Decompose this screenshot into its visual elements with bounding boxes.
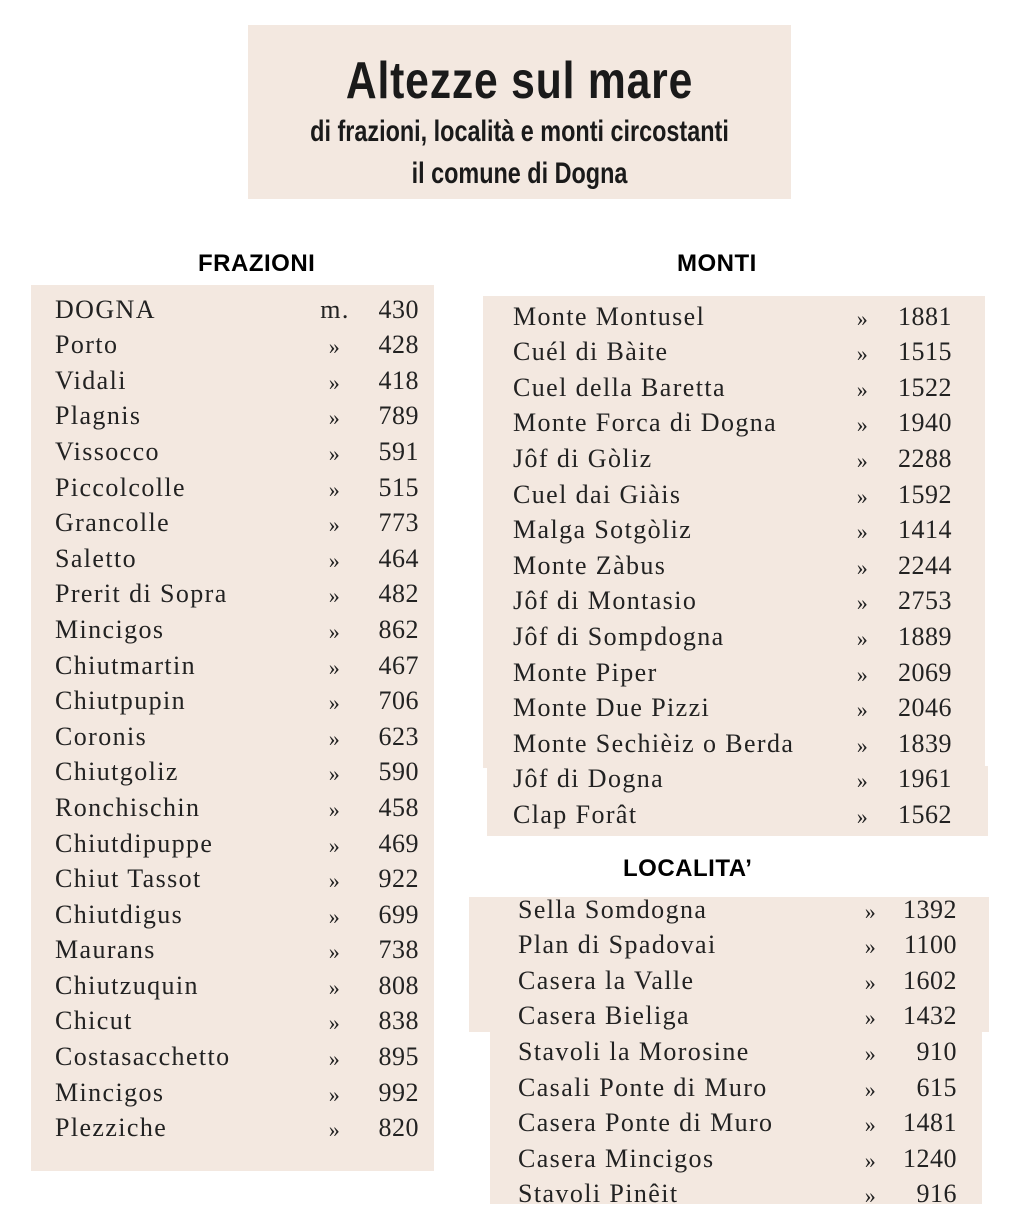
altitude-value: 1889 (898, 621, 952, 651)
altitude-value: 1481 (903, 1108, 957, 1138)
place-name: Costasacchetto (55, 1042, 231, 1072)
place-name: Jôf di Montasio (513, 586, 698, 616)
altitude-value: 862 (378, 614, 419, 644)
place-name: Mincigos (55, 614, 165, 644)
unit-marker: » (328, 618, 342, 644)
place-name: Cuél di Bàite (513, 337, 669, 367)
place-name: Clap Forât (513, 799, 638, 829)
unit-marker: » (856, 590, 870, 616)
unit-marker: » (328, 476, 342, 502)
list-item (55, 471, 425, 507)
altitude-value: 1522 (898, 372, 952, 402)
list-item (518, 1178, 961, 1214)
unit-marker: » (864, 969, 878, 995)
altitude-value: 910 (916, 1036, 957, 1066)
unit-marker: » (856, 554, 870, 580)
altitude-value: 895 (378, 1042, 419, 1072)
list-item (55, 507, 425, 543)
altitude-value: 467 (378, 650, 419, 680)
place-name: Grancolle (55, 508, 171, 538)
place-name: Coronis (55, 721, 148, 751)
unit-marker: » (864, 898, 878, 924)
unit-marker: » (856, 376, 870, 402)
altitude-value: 2046 (898, 693, 952, 723)
list-item (513, 407, 956, 443)
list-item (513, 620, 956, 656)
list-item (513, 763, 956, 799)
place-name: Mincigos (55, 1077, 165, 1107)
altitude-value: 1881 (898, 301, 952, 331)
list-item (513, 371, 956, 407)
list-item (513, 585, 956, 621)
list-item (55, 934, 425, 970)
unit-marker: » (328, 761, 342, 787)
altitude-value: 418 (378, 365, 419, 395)
altitude-value: 738 (378, 935, 419, 965)
altitude-value: 789 (378, 401, 419, 431)
altitude-value: 820 (378, 1113, 419, 1143)
altitude-value: 2244 (898, 550, 952, 580)
list-item (55, 329, 425, 365)
frazioni-heading: FRAZIONI (198, 250, 316, 277)
monti-list (513, 300, 956, 834)
unit-marker: » (856, 803, 870, 829)
altitude-value: 838 (378, 1006, 419, 1036)
list-item (55, 542, 425, 578)
list-item (55, 400, 425, 436)
list-item (513, 549, 956, 585)
unit-marker: » (856, 341, 870, 367)
list-item (518, 1142, 961, 1178)
place-name: Stavoli Pinêit (518, 1179, 679, 1209)
place-name: Casera Bieliga (518, 1001, 690, 1031)
unit-marker: » (856, 732, 870, 758)
list-item (55, 1076, 425, 1112)
place-name: Casera Ponte di Muro (518, 1108, 774, 1138)
unit-marker: » (328, 583, 342, 609)
place-name: Cuel della Baretta (513, 372, 726, 402)
list-item (518, 893, 961, 929)
unit-marker: » (328, 654, 342, 680)
list-item (55, 898, 425, 934)
altitude-value: 2288 (898, 443, 952, 473)
list-item (513, 514, 956, 550)
monti-heading: MONTI (677, 250, 757, 277)
place-name: Porto (55, 330, 119, 360)
unit-marker: m. (320, 294, 350, 324)
altitude-value: 590 (378, 757, 419, 787)
altitude-value: 2069 (898, 657, 952, 687)
list-item (55, 720, 425, 756)
place-name: Ronchischin (55, 792, 201, 822)
altitude-value: 458 (378, 792, 419, 822)
place-name: Chiut Tassot (55, 864, 202, 894)
unit-marker: » (328, 903, 342, 929)
unit-marker: » (328, 405, 342, 431)
list-item (513, 798, 956, 834)
unit-marker: » (328, 796, 342, 822)
list-item (55, 649, 425, 685)
list-item (518, 929, 961, 965)
place-name: Monte Forca di Dogna (513, 408, 778, 438)
altitude-value: 922 (378, 864, 419, 894)
unit-marker: » (856, 519, 870, 545)
unit-marker: » (328, 512, 342, 538)
unit-marker: » (864, 934, 878, 960)
place-name: Chicut (55, 1006, 133, 1036)
altitude-value: 706 (378, 686, 419, 716)
altitude-value: 1432 (903, 1001, 957, 1031)
unit-marker: » (328, 547, 342, 573)
unit-marker: » (864, 1005, 878, 1031)
altitude-value: 1100 (903, 930, 957, 960)
unit-marker: » (856, 768, 870, 794)
place-name: Prerit di Sopra (55, 579, 228, 609)
page-subtitle: di frazioni, località e monti circostanti (310, 115, 729, 148)
list-item (518, 1035, 961, 1071)
place-name: Vissocco (55, 436, 160, 466)
unit-marker: » (864, 1040, 878, 1066)
place-name: Monte Zàbus (513, 550, 667, 580)
list-item (55, 1005, 425, 1041)
place-name: Jôf di Dogna (513, 764, 665, 794)
unit-marker: » (328, 832, 342, 858)
unit-marker: » (864, 1112, 878, 1138)
list-item (513, 478, 956, 514)
list-item (55, 613, 425, 649)
altitude-value: 1392 (903, 894, 957, 924)
place-name: Monte Piper (513, 657, 658, 687)
page-title: Altezze sul mare (345, 52, 694, 110)
list-item (55, 435, 425, 471)
unit-marker: » (856, 447, 870, 473)
altitude-value: 430 (378, 294, 419, 324)
altitude-value: 2753 (898, 586, 952, 616)
unit-marker: » (856, 412, 870, 438)
unit-marker: » (328, 1117, 342, 1143)
place-name: Plezziche (55, 1113, 168, 1143)
list-item (55, 863, 425, 899)
list-item (513, 692, 956, 728)
unit-marker: » (856, 625, 870, 651)
place-name: Chiutdipuppe (55, 828, 214, 858)
altitude-value: 482 (378, 579, 419, 609)
list-item (55, 685, 425, 721)
list-item (55, 1040, 425, 1076)
list-item (513, 300, 956, 336)
unit-marker: » (328, 369, 342, 395)
unit-marker: » (328, 334, 342, 360)
altitude-value: 1414 (898, 515, 952, 545)
altitude-value: 1515 (898, 337, 952, 367)
unit-marker: » (328, 1046, 342, 1072)
place-name: Casera la Valle (518, 965, 695, 995)
list-item (55, 293, 425, 329)
place-name: Cuel dai Giàis (513, 479, 682, 509)
list-item (513, 442, 956, 478)
list-item (518, 964, 961, 1000)
list-item (55, 1112, 425, 1148)
unit-marker: » (328, 939, 342, 965)
page-subtitle-line2: il comune di Dogna (411, 157, 628, 190)
title-clipping (248, 25, 791, 199)
list-item (513, 727, 956, 763)
altitude-value: 428 (378, 330, 419, 360)
place-name: Chiutpupin (55, 686, 187, 716)
place-name: Jôf di Sompdogna (513, 621, 725, 651)
altitude-value: 1940 (898, 408, 952, 438)
altitude-value: 773 (378, 508, 419, 538)
place-name: Piccolcolle (55, 472, 186, 502)
place-name: Monte Sechièiz o Berda (513, 728, 795, 758)
place-name: Chiutdigus (55, 899, 184, 929)
altitude-value: 591 (378, 436, 419, 466)
place-name: Monte Due Pizzi (513, 693, 711, 723)
place-name: Casera Mincigos (518, 1143, 715, 1173)
list-item (55, 364, 425, 400)
unit-marker: » (328, 868, 342, 894)
unit-marker: » (864, 1183, 878, 1209)
unit-marker: » (328, 1081, 342, 1107)
list-item (55, 578, 425, 614)
place-name: Maurans (55, 935, 156, 965)
unit-marker: » (328, 440, 342, 466)
unit-marker: » (328, 974, 342, 1000)
unit-marker: » (328, 690, 342, 716)
place-name: Chiutmartin (55, 650, 197, 680)
altitude-value: 916 (916, 1179, 957, 1209)
list-item (518, 1107, 961, 1143)
place-name: Plan di Spadovai (518, 930, 717, 960)
list-item (55, 756, 425, 792)
unit-marker: » (856, 305, 870, 331)
place-name: Chiutzuquin (55, 970, 199, 1000)
unit-marker: » (328, 1010, 342, 1036)
list-item (55, 827, 425, 863)
place-name: Jôf di Gòliz (513, 443, 653, 473)
altitude-value: 1562 (898, 799, 952, 829)
unit-marker: » (856, 661, 870, 687)
unit-marker: » (328, 725, 342, 751)
place-name: Casali Ponte di Muro (518, 1072, 768, 1102)
list-item (55, 791, 425, 827)
altitude-value: 515 (378, 472, 419, 502)
altitude-value: 808 (378, 970, 419, 1000)
place-name: Malga Sotgòliz (513, 515, 693, 545)
list-item (513, 336, 956, 372)
altitude-value: 992 (378, 1077, 419, 1107)
place-name: Sella Somdogna (518, 894, 708, 924)
list-item (513, 656, 956, 692)
altitude-value: 1240 (903, 1143, 957, 1173)
altitude-value: 1961 (898, 764, 952, 794)
localita-list (518, 893, 961, 1213)
altitude-value: 464 (378, 543, 419, 573)
place-name: Vidali (55, 365, 127, 395)
unit-marker: » (856, 483, 870, 509)
altitude-value: 1602 (903, 965, 957, 995)
place-name: Monte Montusel (513, 301, 706, 331)
list-item (518, 1071, 961, 1107)
unit-marker: » (864, 1147, 878, 1173)
altitude-value: 623 (378, 721, 419, 751)
localita-heading: LOCALITA’ (623, 855, 753, 882)
place-name: Plagnis (55, 401, 142, 431)
unit-marker: » (856, 697, 870, 723)
altitude-value: 1592 (898, 479, 952, 509)
frazioni-list (55, 293, 425, 1147)
altitude-value: 469 (378, 828, 419, 858)
altitude-value: 699 (378, 899, 419, 929)
list-item (518, 1000, 961, 1036)
list-item (55, 969, 425, 1005)
place-name: Chiutgoliz (55, 757, 179, 787)
altitude-value: 1839 (898, 728, 952, 758)
unit-marker: » (864, 1076, 878, 1102)
altitude-value: 615 (916, 1072, 957, 1102)
place-name: Saletto (55, 543, 138, 573)
place-name: Stavoli la Morosine (518, 1036, 750, 1066)
place-name: DOGNA (55, 294, 156, 324)
